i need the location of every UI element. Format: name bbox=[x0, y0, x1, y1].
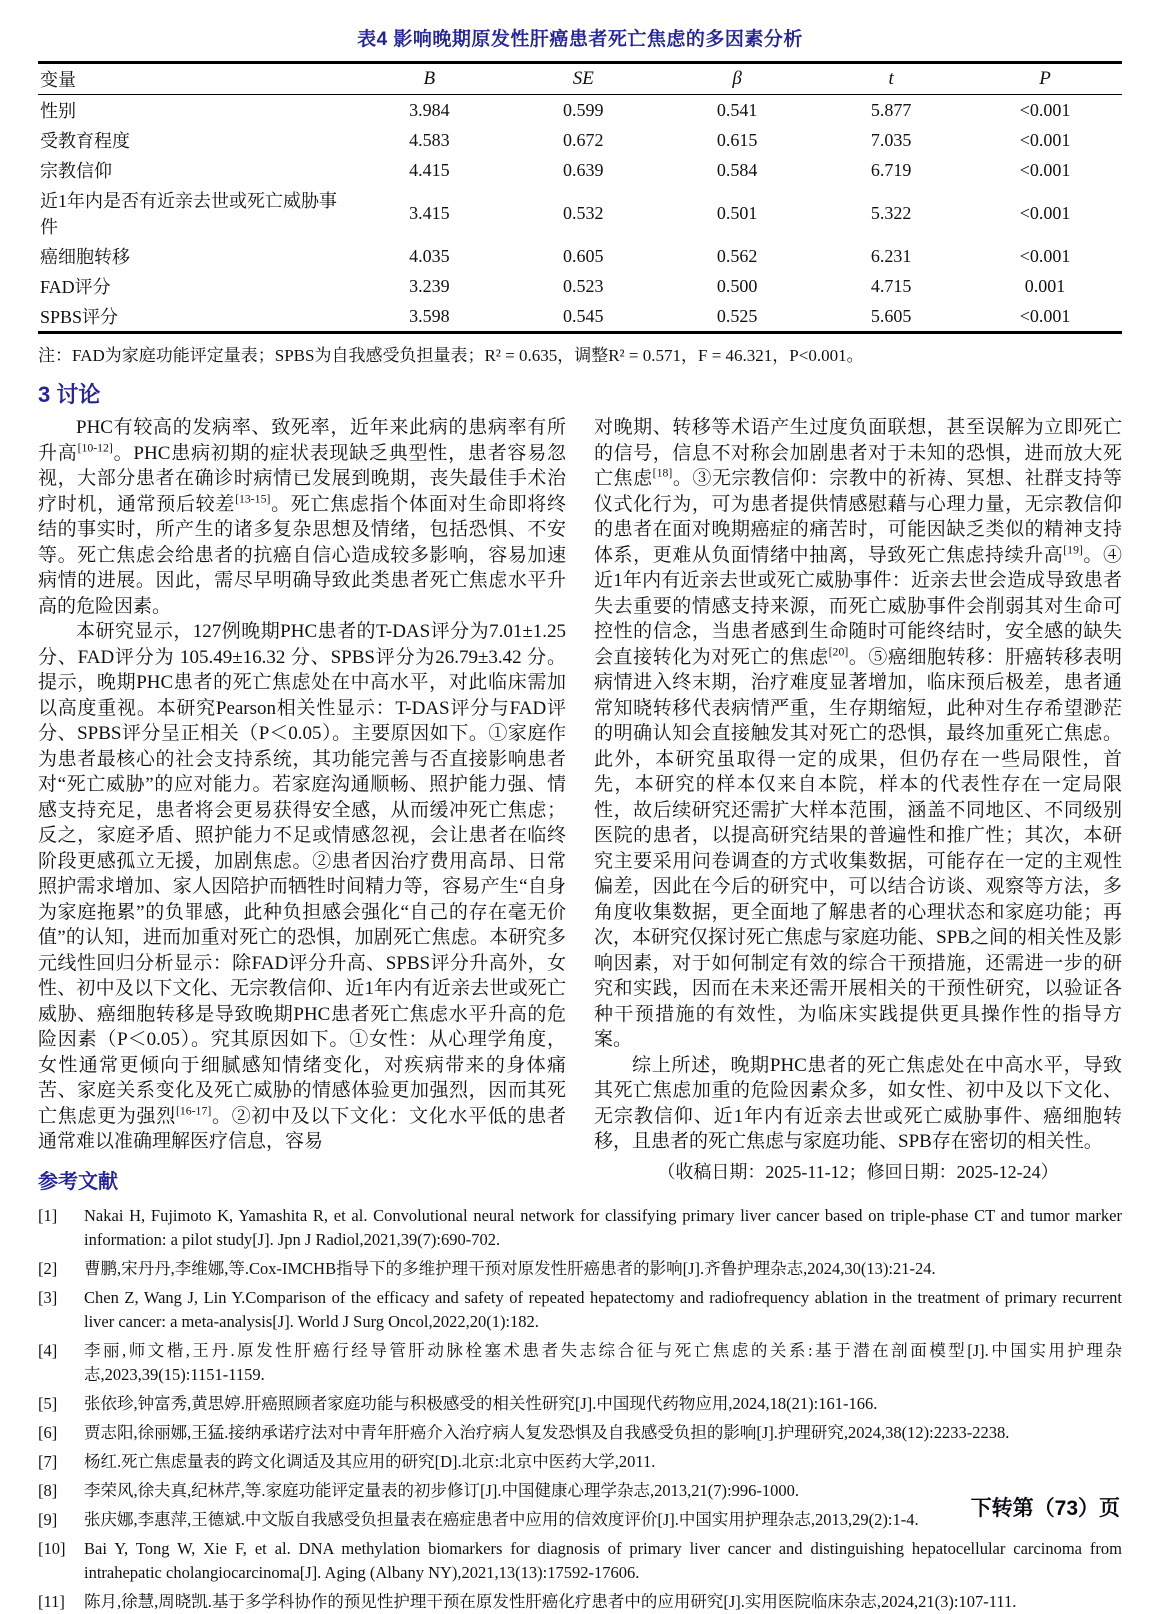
table-row bbox=[38, 241, 1122, 271]
cell-p: <0.001 bbox=[1019, 159, 1071, 180]
cell-b: 3.984 bbox=[409, 99, 450, 120]
reference-item bbox=[38, 1537, 1122, 1585]
cell-se: 0.639 bbox=[562, 159, 604, 180]
cell-se: 0.605 bbox=[562, 245, 604, 266]
table-header bbox=[38, 63, 1122, 95]
cell-p: <0.001 bbox=[1019, 99, 1071, 120]
cell-t: 5.877 bbox=[870, 99, 912, 120]
cell-b: 3.239 bbox=[409, 275, 450, 296]
received-revised-dates: （收稿日期：2025-11-12；修回日期：2025-12-24） bbox=[657, 1161, 1059, 1182]
cell-b: 4.583 bbox=[409, 129, 450, 150]
discussion-conclusion: 综上所述，晚期PHC患者的死亡焦虑处在中高水平，导致其死亡焦虑加重的危险因素众多，如女性、初中及以下文化、无宗教信仰、近1年内有近亲去世或死亡威胁事件、癌细胞转移，且患者的死亡焦虑与家庭功能、SPB存在密切的相关性。 bbox=[594, 1054, 1122, 1152]
reference-item bbox=[38, 1286, 1122, 1334]
reference-number: [3] bbox=[38, 1288, 58, 1307]
reference-item bbox=[38, 1339, 1122, 1387]
reference-number: [9] bbox=[38, 1510, 58, 1529]
cell-beta: 0.525 bbox=[716, 305, 758, 326]
reference-number: [2] bbox=[38, 1259, 58, 1278]
table-note: 注：FAD为家庭功能评定量表；SPBS为自我感受负担量表；R² = 0.635，调整R² = 0.571，F = 46.321，P<0.001。 bbox=[38, 346, 864, 365]
cell-beta: 0.562 bbox=[716, 245, 758, 266]
reference-number: [5] bbox=[38, 1394, 58, 1413]
cell-variable: 性别 bbox=[40, 101, 76, 121]
reference-item bbox=[38, 1204, 1122, 1252]
reference-text: 陈月,徐慧,周晓凯.基于多学科协作的预见性护理干预在原发性肝癌化疗患者中的应用研究[J].实用医院临床杂志,2024,21(3):107-111. bbox=[84, 1592, 1017, 1611]
reference-number: [4] bbox=[38, 1341, 58, 1360]
reference-text: Bai Y, Tong W, Xie F, et al. DNA methylation biomarkers for diagnosis of primary liver cancer and distinguishing hepatocellular carcinoma from intrahepatic cholangiocarcinoma[J]. Aging (Albany NY),2021,13(13):17592-17606. bbox=[84, 1539, 1122, 1582]
reference-number: [11] bbox=[38, 1592, 65, 1611]
reference-text: 李丽,师文楷,王丹.原发性肝癌行经导管肝动脉栓塞术患者失志综合征与死亡焦虑的关系:基于潜在剖面模型[J].中国实用护理杂志,2023,39(15):1151-1159. bbox=[84, 1341, 1122, 1384]
header-variable: 变量 bbox=[40, 70, 76, 90]
reference-list bbox=[38, 1204, 1122, 1614]
cell-variable: 近1年内是否有近亲去世或死亡威胁事件 bbox=[40, 191, 337, 237]
header-t: t bbox=[888, 68, 894, 89]
reference-number: [1] bbox=[38, 1206, 58, 1225]
cell-se: 0.599 bbox=[562, 99, 604, 120]
header-p: P bbox=[1039, 68, 1051, 89]
reference-text: 张依珍,钟富秀,黄思婷.肝癌照顾者家庭功能与积极感受的相关性研究[J].中国现代药物应用,2024,18(21):161-166. bbox=[84, 1394, 878, 1413]
cell-t: 5.605 bbox=[870, 305, 912, 326]
cell-se: 0.532 bbox=[562, 202, 604, 223]
multifactor-analysis-table bbox=[38, 61, 1122, 334]
cell-beta: 0.541 bbox=[716, 99, 758, 120]
header-se: SE bbox=[572, 68, 594, 89]
discussion-paragraph: PHC有较高的发病率、致死率，近年来此病的患病率有所升高[10-12]。PHC患病初期的症状表现缺乏典型性，患者容易忽视，大部分患者在确诊时病情已发展到晚期，丧失最佳手术治疗时机，通常预后较差[13-15]。死亡焦虑指个体面对生命即将终结的事实时，所产生的诸多复杂思想及情绪，包括恐惧、不安等。死亡焦虑会给患者的抗癌自信心造成较多影响，容易加速病情的进展。因此，需尽早明确导致此类患者死亡焦虑水平升高的危险因素。 bbox=[38, 417, 566, 617]
reference-item bbox=[38, 1479, 1122, 1503]
reference-text: 曹鹏,宋丹丹,李维娜,等.Cox-IMCHB指导下的多维护理干预对原发性肝癌患者的影响[J].齐鲁护理杂志,2024,30(13):21-24. bbox=[84, 1259, 936, 1278]
cell-beta: 0.615 bbox=[716, 129, 758, 150]
discussion-paragraph: 本研究显示，127例晚期PHC患者的T-DAS评分为7.01±1.25 分、FAD评分为 105.49±16.32 分、SPBS评分为26.79±3.42 分。提示，晚期PHC患者的死亡焦虑处在中高水平，对此临床需加以高度重视。本研究Pearson相关性显示：T-DAS评分与FAD评分、SPBS评分呈正相关（P＜0.05）。主要原因如下。①家庭作为患者最核心的社会支持系统，其功能完善与否直接影响患者对“死亡威胁”的应对能力。若家庭沟通顺畅、照护能力强、情感支持充足，患者将会更易获得安全感，从而缓冲死亡焦虑；反之，家庭矛盾、照护能力不足或情感忽视，会让患者在临终阶段更感孤立无援，加剧焦虑。②患者因治疗费用高昂、日常照护需求增加、家人因陪护而牺牲时间精力等，容易产生“自身为家庭拖累”的负罪感，此种负担感会强化“自己的存在毫无价值”的认知，进而加重对死亡的恐惧，加剧死亡焦虑。本研究多元线性回归分析显示：除FAD评分升高、SPBS评分升高外，女性、初中及以下文化、无宗教信仰、近1年内有近亲去世或死亡威胁、癌细胞转移是导致晚期PHC患者死亡焦虑水平升高的危险因素（P＜0.05）。究其原因如下。①女性：从心理学角度，女性通常更倾向于细腻感知情绪变化，对疾病带来的身体痛苦、家庭关系变化及死亡威胁的情感体验更加强烈，因而其死亡焦虑更为强烈[16-17]。②初中及以下文化：文化水平低的患者通常难以准确理解医疗信息，容易 bbox=[38, 621, 566, 1152]
cell-variable: 受教育程度 bbox=[40, 131, 130, 151]
continued-on-page-note: 下转第（73）页 bbox=[970, 1497, 1120, 1520]
discussion-paragraph-continued: 对晚期、转移等术语产生过度负面联想，甚至误解为立即死亡的信号，信息不对称会加剧患者对于未知的恐惧，进而放大死亡焦虑[18]。③无宗教信仰：宗教中的祈祷、冥想、社群支持等仪式化行为，可为患者提供情感慰藉与心理力量，无宗教信仰的患者在面对晚期癌症的痛苦时，可能因缺乏类似的精神支持体系，更难从负面情绪中抽离，导致死亡焦虑持续升高[19]。④近1年内有近亲去世或死亡威胁事件：近亲去世会造成导致患者失去重要的情感支持来源，而死亡威胁事件会削弱其对生命可控性的信念，当患者感到生命随时可能终结时，安全感的缺失会直接转化为对死亡的焦虑[20]。⑤癌细胞转移：肝癌转移表明病情进入终末期，治疗难度显著增加，临床预后极差，患者通常知晓转移代表病情严重，生存期缩短，此种对生存希望渺茫的明确认知会直接触发其对死亡的恐惧，最终加重死亡焦虑。此外，本研究虽取得一定的成果，但仍存在一些局限性，首先，本研究的样本仅来自本院，样本的代表性存在一定局限性，故后续研究还需扩大样本范围，涵盖不同地区、不同级别医院的患者，以提高研究结果的普遍性和推广性；其次，本研究主要采用问卷调查的方式收集数据，可能存在一定的主观性偏差，因此在今后的研究中，可以结合访谈、观察等方法，多角度收集数据，更全面地了解患者的心理状态和家庭功能；再次，本研究仅探讨死亡焦虑与家庭功能、SPB之间的相关性及影响因素，对于如何制定有效的综合干预措施，还需进一步的研究和实践，因而在未来还需开展相关的干预性研究，以验证各种干预措施的有效性，为临床实践提供更具操作性的指导方案。 bbox=[594, 417, 1122, 1050]
cell-p: <0.001 bbox=[1019, 202, 1071, 223]
cell-b: 4.035 bbox=[409, 245, 450, 266]
reference-item bbox=[38, 1257, 1122, 1281]
cell-p: 0.001 bbox=[1024, 275, 1066, 296]
reference-item bbox=[38, 1392, 1122, 1416]
cell-t: 4.715 bbox=[870, 275, 912, 296]
discussion-right-column bbox=[594, 415, 1122, 1182]
reference-number: [10] bbox=[38, 1539, 66, 1558]
reference-number: [7] bbox=[38, 1452, 58, 1471]
section-heading-references: 参考文献 bbox=[38, 1171, 118, 1193]
cell-variable: 宗教信仰 bbox=[40, 161, 112, 181]
reference-item bbox=[38, 1421, 1122, 1445]
reference-number: [8] bbox=[38, 1481, 58, 1500]
table-row bbox=[38, 185, 1122, 241]
discussion-left-column bbox=[38, 415, 566, 1152]
cell-t: 5.322 bbox=[870, 202, 912, 223]
cell-beta: 0.501 bbox=[716, 202, 758, 223]
reference-text: 杨红.死亡焦虑量表的跨文化调适及其应用的研究[D].北京:北京中医药大学,2011. bbox=[84, 1452, 656, 1471]
table-row bbox=[38, 301, 1122, 333]
reference-number: [6] bbox=[38, 1423, 58, 1442]
table-row bbox=[38, 155, 1122, 185]
reference-text: 张庆娜,李惠萍,王德斌.中文版自我感受负担量表在癌症患者中应用的信效度评价[J].中国实用护理杂志,2013,29(2):1-4. bbox=[84, 1510, 919, 1529]
table-title: 表4 影响晚期原发性肝癌患者死亡焦虑的多因素分析 bbox=[357, 29, 803, 50]
table-row bbox=[38, 271, 1122, 301]
section-heading-discussion: 3 讨论 bbox=[38, 382, 101, 407]
cell-b: 3.415 bbox=[409, 202, 450, 223]
header-beta: β bbox=[732, 68, 742, 89]
reference-item bbox=[38, 1590, 1122, 1614]
cell-variable: SPBS评分 bbox=[40, 307, 119, 327]
reference-text: Chen Z, Wang J, Lin Y.Comparison of the efficacy and safety of repeated hepatectomy and radiofrequency ablation in the treatment of primary recurrent liver cancer: a meta-analysis[J]. World J Surg Oncol,2022,20(1):182. bbox=[84, 1288, 1122, 1331]
cell-beta: 0.500 bbox=[716, 275, 758, 296]
cell-beta: 0.584 bbox=[716, 159, 758, 180]
cell-b: 3.598 bbox=[409, 305, 450, 326]
cell-t: 6.719 bbox=[870, 159, 912, 180]
cell-se: 0.672 bbox=[562, 129, 604, 150]
table-row bbox=[38, 125, 1122, 155]
cell-se: 0.545 bbox=[562, 305, 604, 326]
reference-text: 贾志阳,徐丽娜,王猛.接纳承诺疗法对中青年肝癌介入治疗病人复发恐惧及自我感受负担的影响[J].护理研究,2024,38(12):2233-2238. bbox=[84, 1423, 1010, 1442]
reference-item bbox=[38, 1450, 1122, 1474]
cell-p: <0.001 bbox=[1019, 305, 1071, 326]
reference-text: Nakai H, Fujimoto K, Yamashita R, et al. Convolutional neural network for classifying primary liver cancer based on triple-phase CT and tumor marker information: a pilot study[J]. Jpn J Radiol,2021,39(7):690-702. bbox=[84, 1206, 1122, 1249]
cell-se: 0.523 bbox=[562, 275, 604, 296]
cell-t: 7.035 bbox=[870, 129, 912, 150]
cell-b: 4.415 bbox=[409, 159, 450, 180]
cell-p: <0.001 bbox=[1019, 245, 1071, 266]
cell-variable: 癌细胞转移 bbox=[40, 247, 130, 267]
header-b: B bbox=[423, 68, 436, 89]
cell-variable: FAD评分 bbox=[40, 277, 111, 297]
cell-t: 6.231 bbox=[870, 245, 912, 266]
cell-p: <0.001 bbox=[1019, 129, 1071, 150]
table-row bbox=[38, 95, 1122, 126]
reference-text: 李荣风,徐夫真,纪林芹,等.家庭功能评定量表的初步修订[J].中国健康心理学杂志,2013,21(7):996-1000. bbox=[84, 1481, 799, 1500]
reference-item bbox=[38, 1508, 1122, 1532]
